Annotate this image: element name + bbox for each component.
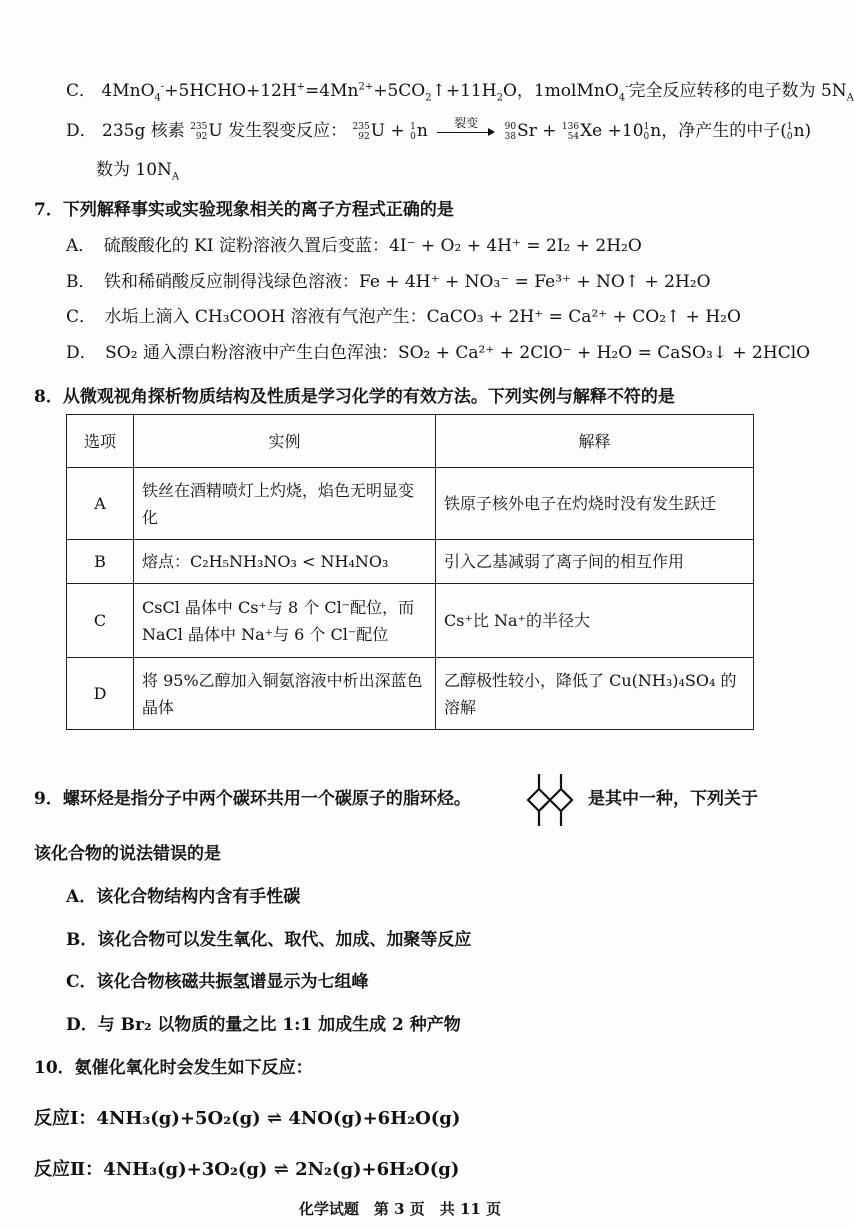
table-row: D 将 95%乙醇加入铜氨溶液中析出深蓝色晶体 乙醇极性较小，降低了 Cu(NH₃)₄SO₄ 的溶解 xyxy=(67,658,754,730)
q7-option-b: B． 铁和稀硝酸反应制得浅绿色溶液：Fe + 4H⁺ + NO₃⁻ = Fe³⁺ + NO↑ + 2H₂O xyxy=(66,272,711,292)
q6-option-c: C． $4MnO_4^-+5HCHO+12H^+=4Mn^{2+}+5CO_2↑+11H_2O$，1molMnO$_4$-完全反应转移的电子数为 $5N_A$ xyxy=(66,81,854,104)
q8-table xyxy=(66,414,754,730)
q7-option-a: A． 硫酸酸化的 KI 淀粉溶液久置后变蓝：4I⁻ + O₂ + 4H⁺ = 2I₂ + 2H₂O xyxy=(66,236,642,256)
q9-option-a: A．该化合物结构内含有手性碳 xyxy=(66,887,301,907)
spiro-compound-structure xyxy=(524,770,580,830)
q6-option-d: D． 235g 核素 235 92 U 发生裂变反应： 235 92 U + 1 0 n 裂变 90 38 Sr + 136 54 Xe +10 1 0 n，净产生的中子( 1 0 n) xyxy=(66,115,812,142)
page-footer: 化学试题 第 3 页 共 11 页 xyxy=(298,1200,502,1218)
q10-stem: 10．氨催化氧化时会发生如下反应： xyxy=(34,1058,313,1078)
q9-option-c: C．该化合物核磁共振氢谱显示为七组峰 xyxy=(66,972,369,992)
q7-stem: 7．下列解释事实或实验现象相关的离子方程式正确的是 xyxy=(34,200,454,220)
q9-stem-line1: 9．螺环烃是指分子中两个碳环共用一个碳原子的脂环烃。 xyxy=(34,789,471,809)
fission-arrow: 裂变 xyxy=(437,125,495,139)
table-row: B 熔点：C₂H₅NH₃NO₃ < NH₄NO₃ 引入乙基减弱了离子间的相互作用 xyxy=(67,540,754,584)
table-header-row xyxy=(67,415,754,468)
q9-option-d: D．与 Br₂ 以物质的量之比 1:1 加成生成 2 种产物 xyxy=(66,1015,461,1035)
u-nuclide-numbers: 235 92 xyxy=(190,121,208,142)
table-row: A 铁丝在酒精喷灯上灼烧，焰色无明显变化 铁原子核外电子在灼烧时没有发生跃迁 xyxy=(67,468,754,540)
q9-stem-line2: 该化合物的说法错误的是 xyxy=(34,844,221,864)
q9-option-b: B．该化合物可以发生氧化、取代、加成、加聚等反应 xyxy=(66,930,472,950)
q8-stem: 8．从微观视角探析物质结构及性质是学习化学的有效方法。下列实例与解释不符的是 xyxy=(34,387,675,407)
header-option: 选项 xyxy=(67,415,134,468)
q6-option-d-line2: 数为 $10N_A$ xyxy=(96,160,180,183)
q10-reaction-1: 反应Ⅰ：4NH₃(g)+5O₂(g) ⇌ 4NO(g)+6H₂O(g) xyxy=(34,1108,461,1129)
q7-option-d: D． SO₂ 通入漂白粉溶液中产生白色浑浊：SO₂ + Ca²⁺ + 2ClO⁻ + H₂O = CaSO₃↓ + 2HClO xyxy=(66,343,811,363)
q9-stem-line1-tail: 是其中一种，下列关于 xyxy=(588,789,758,809)
header-example: 实例 xyxy=(134,415,436,468)
q7-option-c: C． 水垢上滴入 CH₃COOH 溶液有气泡产生：CaCO₃ + 2H⁺ = Ca²⁺ + CO₂↑ + H₂O xyxy=(66,307,741,327)
q10-reaction-2: 反应Ⅱ：4NH₃(g)+3O₂(g) ⇌ 2N₂(g)+6H₂O(g) xyxy=(34,1159,460,1180)
table-row: C CsCl 晶体中 Cs⁺与 8 个 Cl⁻配位，而 NaCl 晶体中 Na⁺与 6 个 Cl⁻配位 Cs⁺比 Na⁺的半径大 xyxy=(67,584,754,658)
header-reason: 解释 xyxy=(436,415,754,468)
